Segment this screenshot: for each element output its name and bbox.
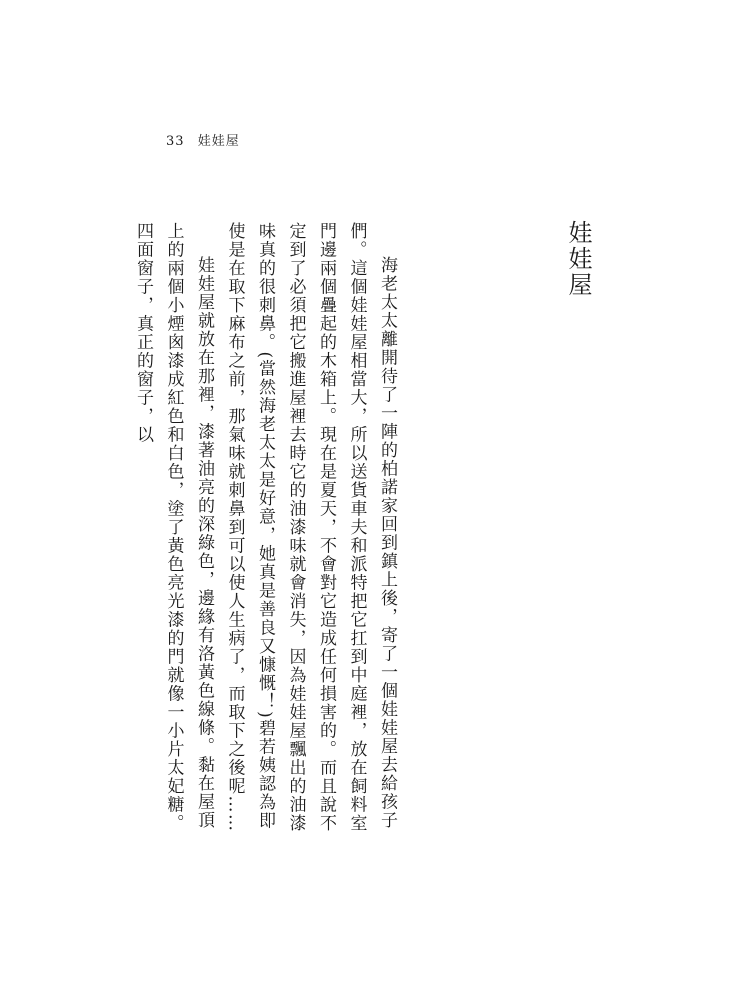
running-header: [166, 130, 240, 149]
running-title: 娃娃屋: [197, 134, 240, 149]
paragraph: 海老太太離開待了一陣的柏諾家回到鎮上後，寄了一個娃娃屋去給孩子們。這個娃娃屋相當大，所以送貨車夫和派特把它扛到中庭裡，放在飼料室門邊兩個疊起的木箱上。現在是夏天，不會對它造成任何損害的。而且說不定到了必須把它搬進屋裡去時它的油漆味就會消失，因為娃娃屋飄出的油漆味真的很刺鼻。(當然海老太太是好意，她真是善良又慷慨！)碧若姨認為即使是在取下麻布之前，那氣味就刺鼻到可以使人生病了，而取下之後呢……: [224, 222, 397, 833]
page-number: 33: [166, 134, 185, 149]
chapter-title: 娃娃屋: [564, 220, 592, 298]
paragraph: 娃娃屋就放在那裡，漆著油亮的深綠色，邊緣有洛黃色線條。黏在屋頂上的兩個小煙囪漆成紅色和白色，塗了黃色亮光漆的門就像一小片太妃糖。四面窗子，真正的窗子，以: [133, 222, 214, 833]
body-text: [133, 222, 402, 842]
